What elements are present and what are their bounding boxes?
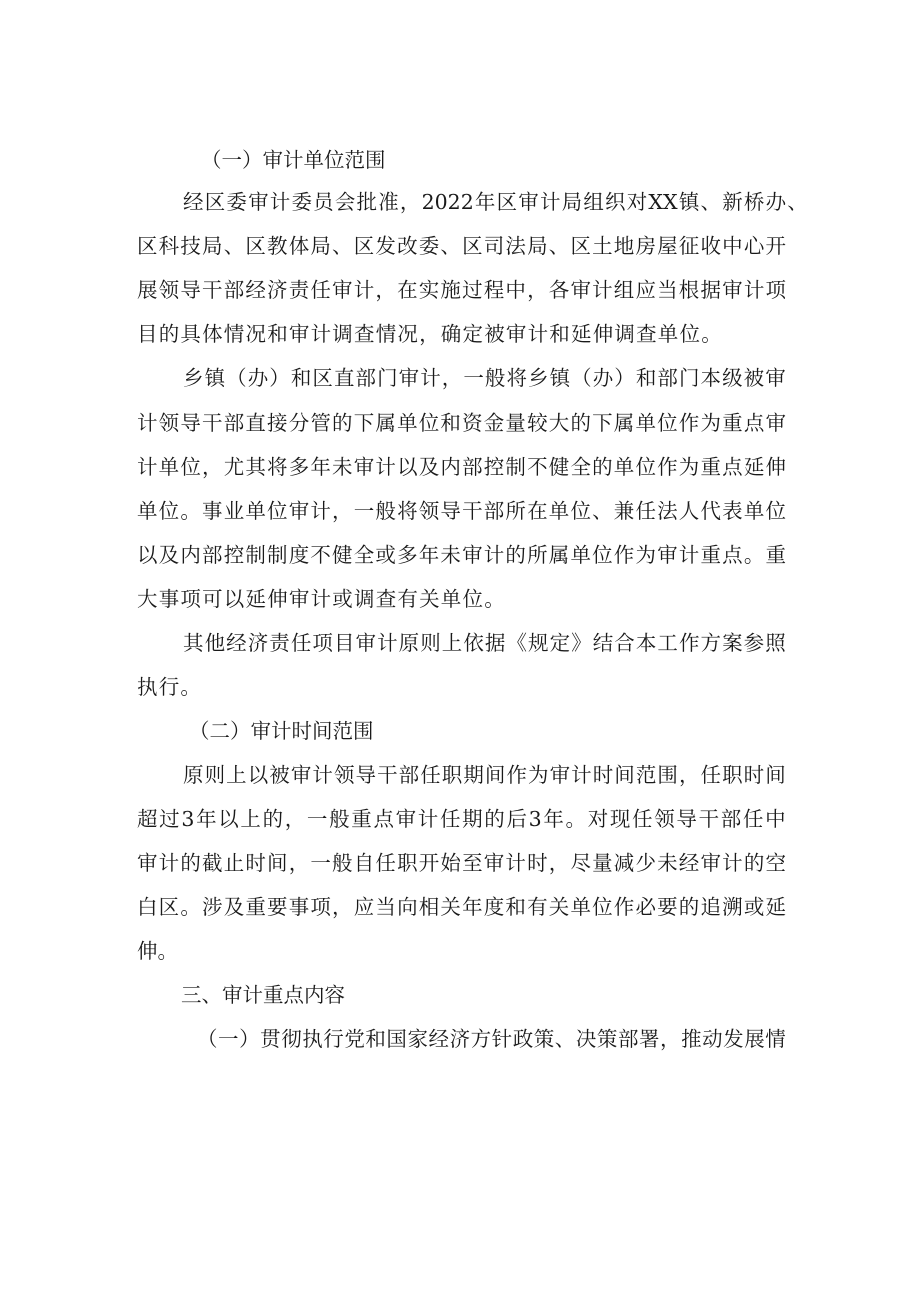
section-heading-2: （二）审计时间范围 bbox=[189, 719, 374, 743]
paragraph-1-line-4: 目的具体情况和审计调查情况，确定被审计和延伸调查单位。 bbox=[137, 322, 723, 346]
paragraph-2-line-2: 计 领 导 干 部 直 接 分 管 的 下 属 单 位 和 资 金 量 较 大 的 下 属 单 位 作 为 重 点 审 bbox=[137, 411, 786, 435]
paragraph-4-line-5: 伸。 bbox=[137, 939, 178, 963]
paragraph-3-line-2: 执行。 bbox=[137, 675, 203, 699]
paragraph-1-line-3: 展 领 导 干 部 经 济 责 任 审 计 ， 在 实 施 过 程 中 ， 各 审 计 组 应 当 根 据 审 计 项 bbox=[137, 278, 786, 302]
paragraph-3-line-1: 其 他 经 济 责 任 项 目 审 计 原 则 上 依 据 《 规 定 》 结 合 本 工 作 方 案 参 照 bbox=[183, 631, 786, 655]
section-heading-3: 三、审计重点内容 bbox=[181, 983, 345, 1007]
paragraph-1-line-1: 经 区 委 审 计 委 员 会 批 准 ， 2022 年 区 审 计 局 组 织 对 XX 镇 、 新 桥 办 、 bbox=[183, 190, 808, 214]
paragraph-2-line-3: 计 单 位 ， 尤 其 将 多 年 未 审 计 以 及 内 部 控 制 不 健 全 的 单 位 作 为 重 点 延 伸 bbox=[137, 455, 786, 479]
paragraph-2-line-6: 大事项可以延伸审计或调查有关单位。 bbox=[137, 587, 506, 611]
paragraph-4-line-3: 审 计 的 截 止 时 间 ， 一 般 自 任 职 开 始 至 审 计 时 ， 尽 量 减 少 未 经 审 计 的 空 bbox=[137, 851, 786, 875]
paragraph-2-line-5: 以 及 内 部 控 制 制 度 不 健 全 或 多 年 未 审 计 的 所 属 单 位 作 为 审 计 重 点 。 重 bbox=[137, 543, 786, 567]
paragraph-2-line-1: 乡 镇 （ 办 ） 和 区 直 部 门 审 计 ， 一 般 将 乡 镇 （ 办 ） 和 部 门 本 级 被 审 bbox=[183, 366, 786, 390]
paragraph-1-line-2: 区 科 技 局 、 区 教 体 局 、 区 发 改 委 、 区 司 法 局 、 区 土 地 房 屋 征 收 中 心 开 bbox=[137, 234, 786, 258]
paragraph-5-line-1: （ 一 ） 贯 彻 执 行 党 和 国 家 经 济 方 针 政 策 、 决 策 部 署 ， 推 动 发 展 情 bbox=[197, 1027, 786, 1051]
paragraph-4-line-2: 超 过 3 年 以 上 的 ， 一 般 重 点 审 计 任 期 的 后 3 年 。 对 现 任 领 导 干 部 任 中 bbox=[137, 807, 786, 831]
paragraph-4-line-1: 原 则 上 以 被 审 计 领 导 干 部 任 职 期 间 作 为 审 计 时 间 范 围 ， 任 职 时 间 bbox=[183, 763, 786, 787]
paragraph-2-line-4: 单 位 。 事 业 单 位 审 计 ， 一 般 将 领 导 干 部 所 在 单 位 、 兼 任 法 人 代 表 单 位 bbox=[137, 499, 786, 523]
section-heading-1: （一）审计单位范围 bbox=[201, 148, 386, 172]
paragraph-4-line-4: 白 区 。 涉 及 重 要 事 项 ， 应 当 向 相 关 年 度 和 有 关 单 位 作 必 要 的 追 溯 或 延 bbox=[137, 895, 786, 919]
